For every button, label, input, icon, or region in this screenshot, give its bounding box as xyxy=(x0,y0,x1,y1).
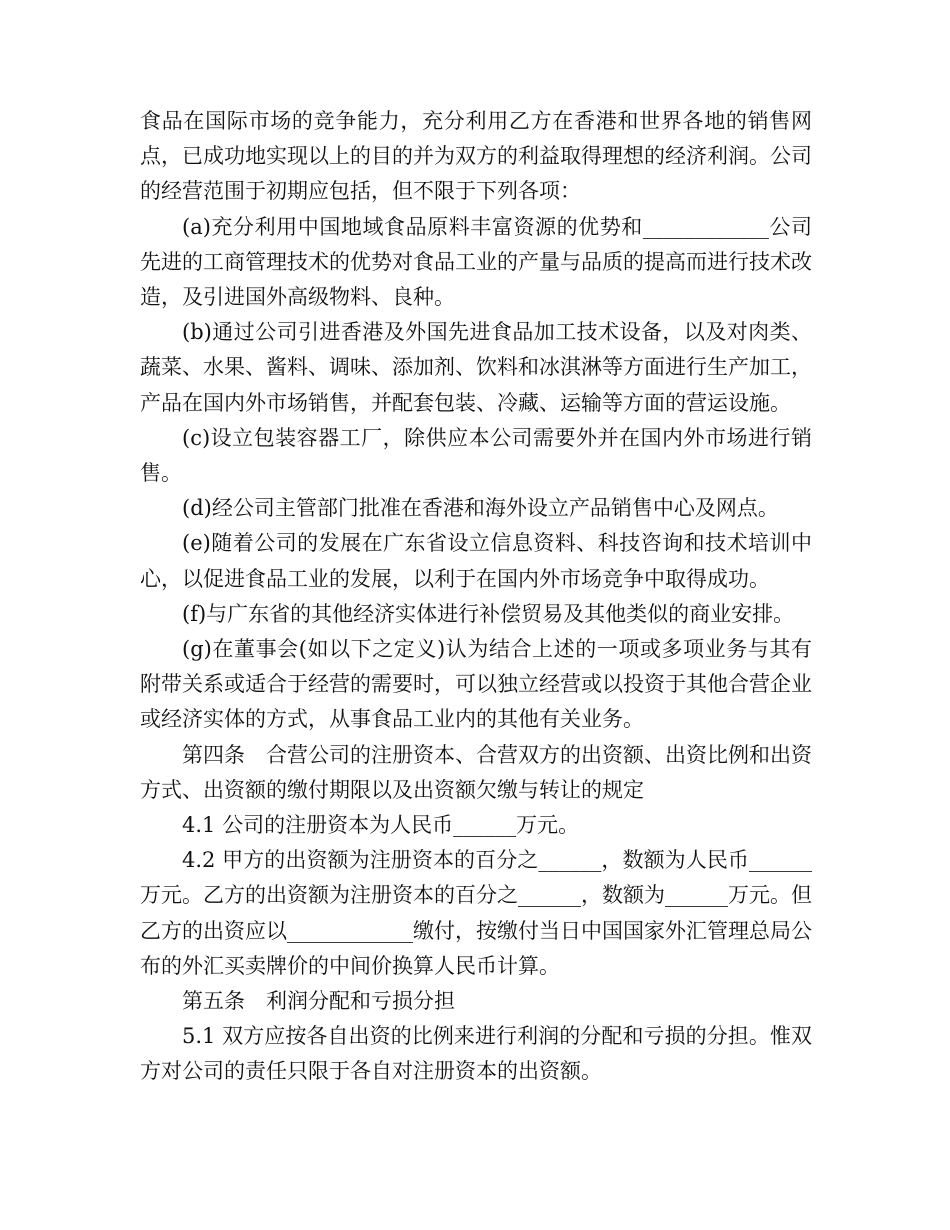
paragraph-item-e: (e)随着公司的发展在广东省设立信息资料、科技咨询和技术培训中心，以促进食品工业的发展，以利于在国内外市场竞争中取得成功。 xyxy=(140,531,812,591)
paragraph-item-a: (a)充分利用中国地域食品原料丰富资源的优势和____________公司先进的工商管理技术的优势对食品工业的产量与品质的提高而进行技术改造，及引进国外高级物料、良种。 xyxy=(140,214,812,310)
article-5-heading: 第五条 利润分配和亏损分担 xyxy=(182,989,455,1014)
clause-4-1: 4.1 公司的注册资本为人民币______万元。 xyxy=(182,813,580,838)
paragraph-item-f: (f)与广东省的其他经济实体进行补偿贸易及其他类似的商业安排。 xyxy=(182,601,795,626)
clause-4-2: 4.2 甲方的出资额为注册资本的百分之______，数额为人民币______万元。乙方的出资额为注册资本的百分之______，数额为______万元。但乙方的出资应以____________缴付，按缴付当日中国国家外汇管理总局公布的外汇买卖牌价的中间价换算人民币计算。 xyxy=(140,848,812,978)
paragraph-item-g: (g)在董事会(如以下之定义)认为结合上述的一项或多项业务与其有附带关系或适合于经营的需要时，可以独立经营或以投资于其他合营企业或经济实体的方式，从事食品工业内的其他有关业务。 xyxy=(140,637,812,732)
article-4-heading: 第四条 合营公司的注册资本、合营双方的出资额、出资比例和出资方式、出资额的缴付期限以及出资额欠缴与转让的规定 xyxy=(140,742,812,802)
clause-5-1: 5.1 双方应按各自出资的比例来进行利润的分配和亏损的分担。惟双方对公司的责任只限于各自对注册资本的出资额。 xyxy=(140,1024,812,1084)
paragraph-item-d: (d)经公司主管部门批准在香港和海外设立产品销售中心及网点。 xyxy=(182,496,779,521)
paragraph-item-c: (c)设立包装容器工厂，除供应本公司需要外并在国内外市场进行销售。 xyxy=(140,425,812,486)
document-page xyxy=(140,104,812,1090)
paragraph-item-b: (b)通过公司引进香港及外国先进食品加工技术设备，以及对肉类、蔬菜、水果、酱料、调味、添加剂、饮料和冰淇淋等方面进行生产加工，产品在国内外市场销售，并配套包装、冷藏、运输等方面的营运设施。 xyxy=(140,320,812,415)
paragraph-scope-intro: 食品在国际市场的竞争能力，充分利用乙方在香港和世界各地的销售网点，已成功地实现以上的目的并为双方的利益取得理想的经济利润。公司的经营范围于初期应包括，但不限于下列各项： xyxy=(140,109,812,204)
